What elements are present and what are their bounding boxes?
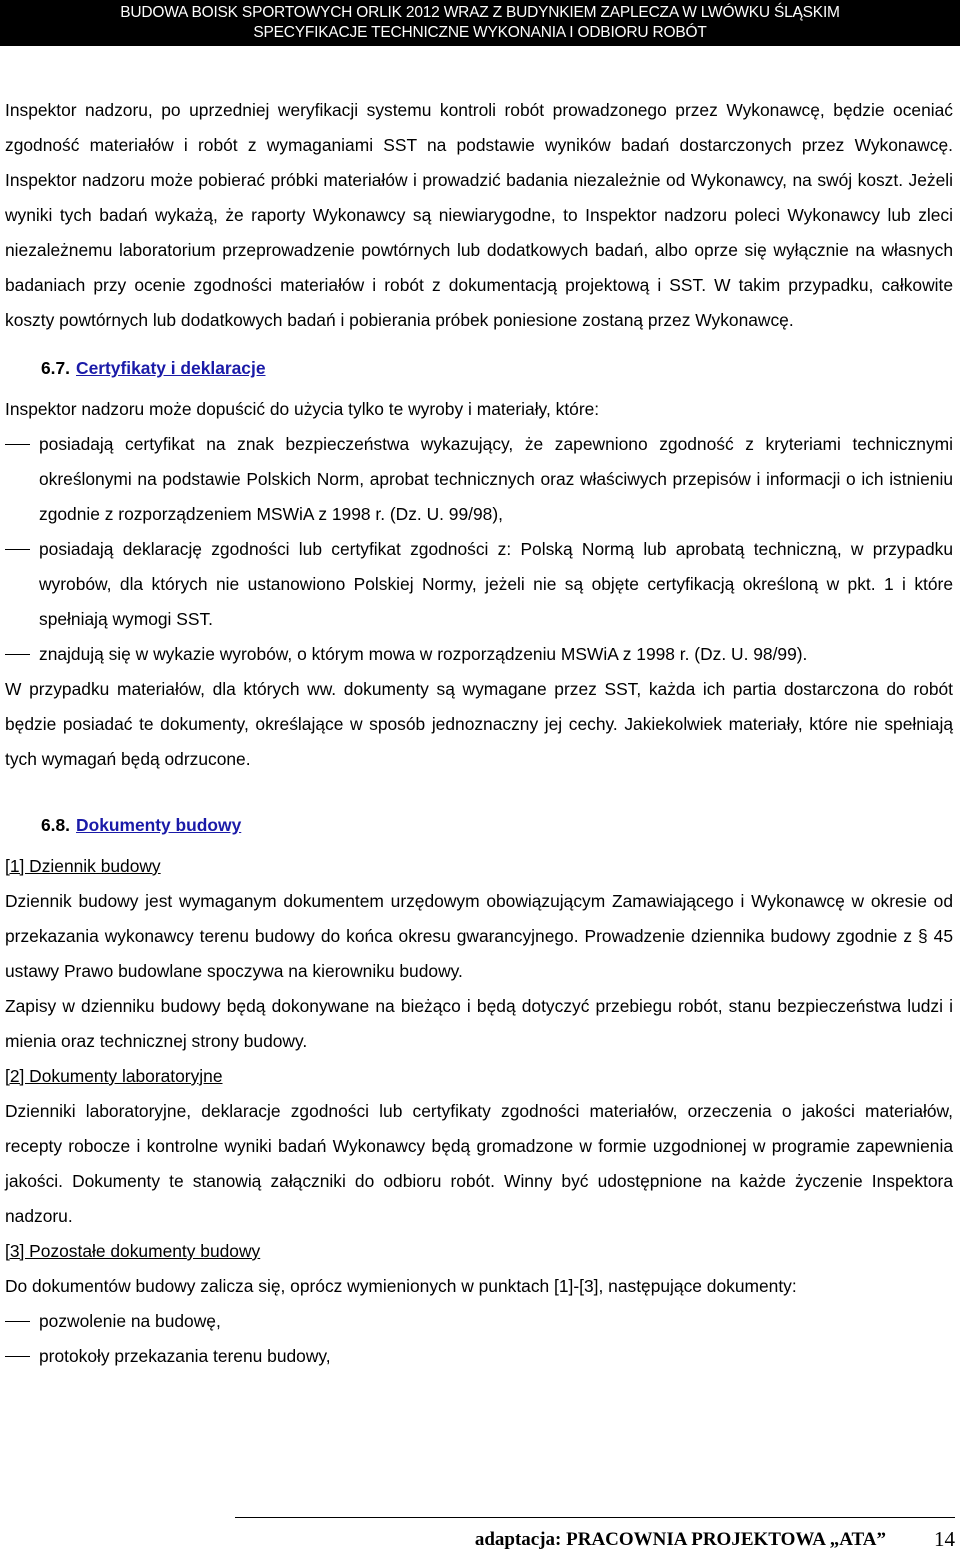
document-footer (235, 1517, 955, 1561)
certificates-list (5, 427, 953, 672)
section-heading-6-7 (5, 351, 953, 386)
page-number: 14 (934, 1527, 955, 1551)
paragraph-certificates-intro: Inspektor nadzoru może dopuścić do użycia tylko te wyroby i materiały, które: (5, 399, 600, 419)
section-number: 6.7. (41, 358, 71, 378)
list-item: posiadają certyfikat na znak bezpieczeństwa wykazujący, że zapewniono zgodność z kryteriami technicznymi określonymi na podstawie Polskich Norm, aprobat technicznych oraz właściwych przepisów i informacji o ich istnieniu zgodnie z rozporządzeniem MSWiA z 1998 r. (Dz. U. 99/98), (5, 427, 953, 532)
paragraph-construction-log: Dziennik budowy jest wymaganym dokumentem urzędowym obowiązującym Zamawiającego i Wykonawcę w okresie od przekazania wykonawcy terenu budowy do końca okresu gwarancyjnego. Prowadzenie dziennika budowy zgodnie z § 45 ustawy Prawo budowlane spoczywa na kierowniku budowy. (5, 891, 953, 981)
list-item: znajdują się w wykazie wyrobów, o którym mowa w rozporządzeniu MSWiA z 1998 r. (Dz. U. 98/99). (5, 637, 953, 672)
paragraph-other-documents-intro: Do dokumentów budowy zalicza się, oprócz wymienionych w punktach [1]-[3], następujące dokumenty: (5, 1276, 797, 1296)
section-title-construction-documents: Dokumenty budowy (76, 815, 242, 835)
header-project-title: BUDOWA BOISK SPORTOWYCH ORLIK 2012 WRAZ Z BUDYNKIEM ZAPLECZA W LWÓWKU ŚLĄSKIM (120, 4, 840, 21)
paragraph-inspector-verification: Inspektor nadzoru, po uprzedniej weryfikacji systemu kontroli robót prowadzonego przez Wykonawcę, będzie oceniać zgodność materiałów i robót z wymaganiami SST na podstawie wyników badań dostarczonych przez Wykonawcę. Inspektor nadzoru może pobierać próbki materiałów i prowadzić badania niezależnie od Wykonawcy, na swój koszt. Jeżeli wyniki tych badań wykażą, że raporty Wykonawcy są niewiarygodne, to Inspektor nadzoru poleci Wykonawcy lub zleci niezależnemu laboratorium przeprowadzenie powtórnych lub dodatkowych badań, albo oprze się wyłącznie na własnych badaniach przy ocenie zgodności materiałów i robót z dokumentacją projektową i SST. W takim przypadku, całkowite koszty powtórnych lub dodatkowych badań i pobierania próbek poniesione zostaną przez Wykonawcę. (5, 100, 953, 330)
paragraph-laboratory-documents: Dzienniki laboratoryjne, deklaracje zgodności lub certyfikaty zgodności materiałów, orzeczenia o jakości materiałów, recepty robocze i kontrolne wyniki badań Wykonawcy będą gromadzone w formie uzgodnionej w programie zapewnienia jakości. Dokumenty te stanowią załączniki do odbioru robót. Winny być udostępnione na każde życzenie Inspektora nadzoru. (5, 1101, 953, 1226)
subheading-other-documents: [3] Pozostałe dokumenty budowy (5, 1241, 261, 1261)
list-item: posiadają deklarację zgodności lub certyfikat zgodności z: Polską Normą lub aprobatą techniczną, w przypadku wyrobów, dla których nie ustanowiono Polskiej Normy, jeżeli nie są objęte certyfikacją określoną w pkt. 1 i które spełniają wymogi SST. (5, 532, 953, 637)
document-body (5, 93, 953, 1374)
paragraph-construction-log-entries: Zapisy w dzienniku budowy będą dokonywane na bieżąco i będą dotyczyć przebiegu robót, stanu bezpieczeństwa ludzi i mienia oraz technicznej strony budowy. (5, 996, 953, 1051)
section-heading-6-8 (5, 808, 953, 843)
document-header (0, 0, 960, 46)
list-item: pozwolenie na budowę, (5, 1304, 953, 1339)
footer-credit: adaptacja: PRACOWNIA PROJEKTOWA „ATA” (474, 1528, 886, 1550)
header-spec-title: SPECYFIKACJE TECHNICZNE WYKONANIA I ODBIORU ROBÓT (253, 24, 707, 41)
paragraph-certificates-closing: W przypadku materiałów, dla których ww. dokumenty są wymagane przez SST, każda ich partia dostarczona do robót będzie posiadać te dokumenty, określające w sposób jednoznaczny jej cechy. Jakiekolwiek materiały, które nie spełniają tych wymagań będą odrzucone. (5, 679, 953, 769)
section-title-certificates: Certyfikaty i deklaracje (76, 358, 266, 378)
list-item: protokoły przekazania terenu budowy, (5, 1339, 953, 1374)
section-number: 6.8. (41, 815, 71, 835)
other-documents-list (5, 1304, 953, 1374)
subheading-construction-log: [1] Dziennik budowy (5, 856, 161, 876)
subheading-laboratory-documents: [2] Dokumenty laboratoryjne (5, 1066, 223, 1086)
